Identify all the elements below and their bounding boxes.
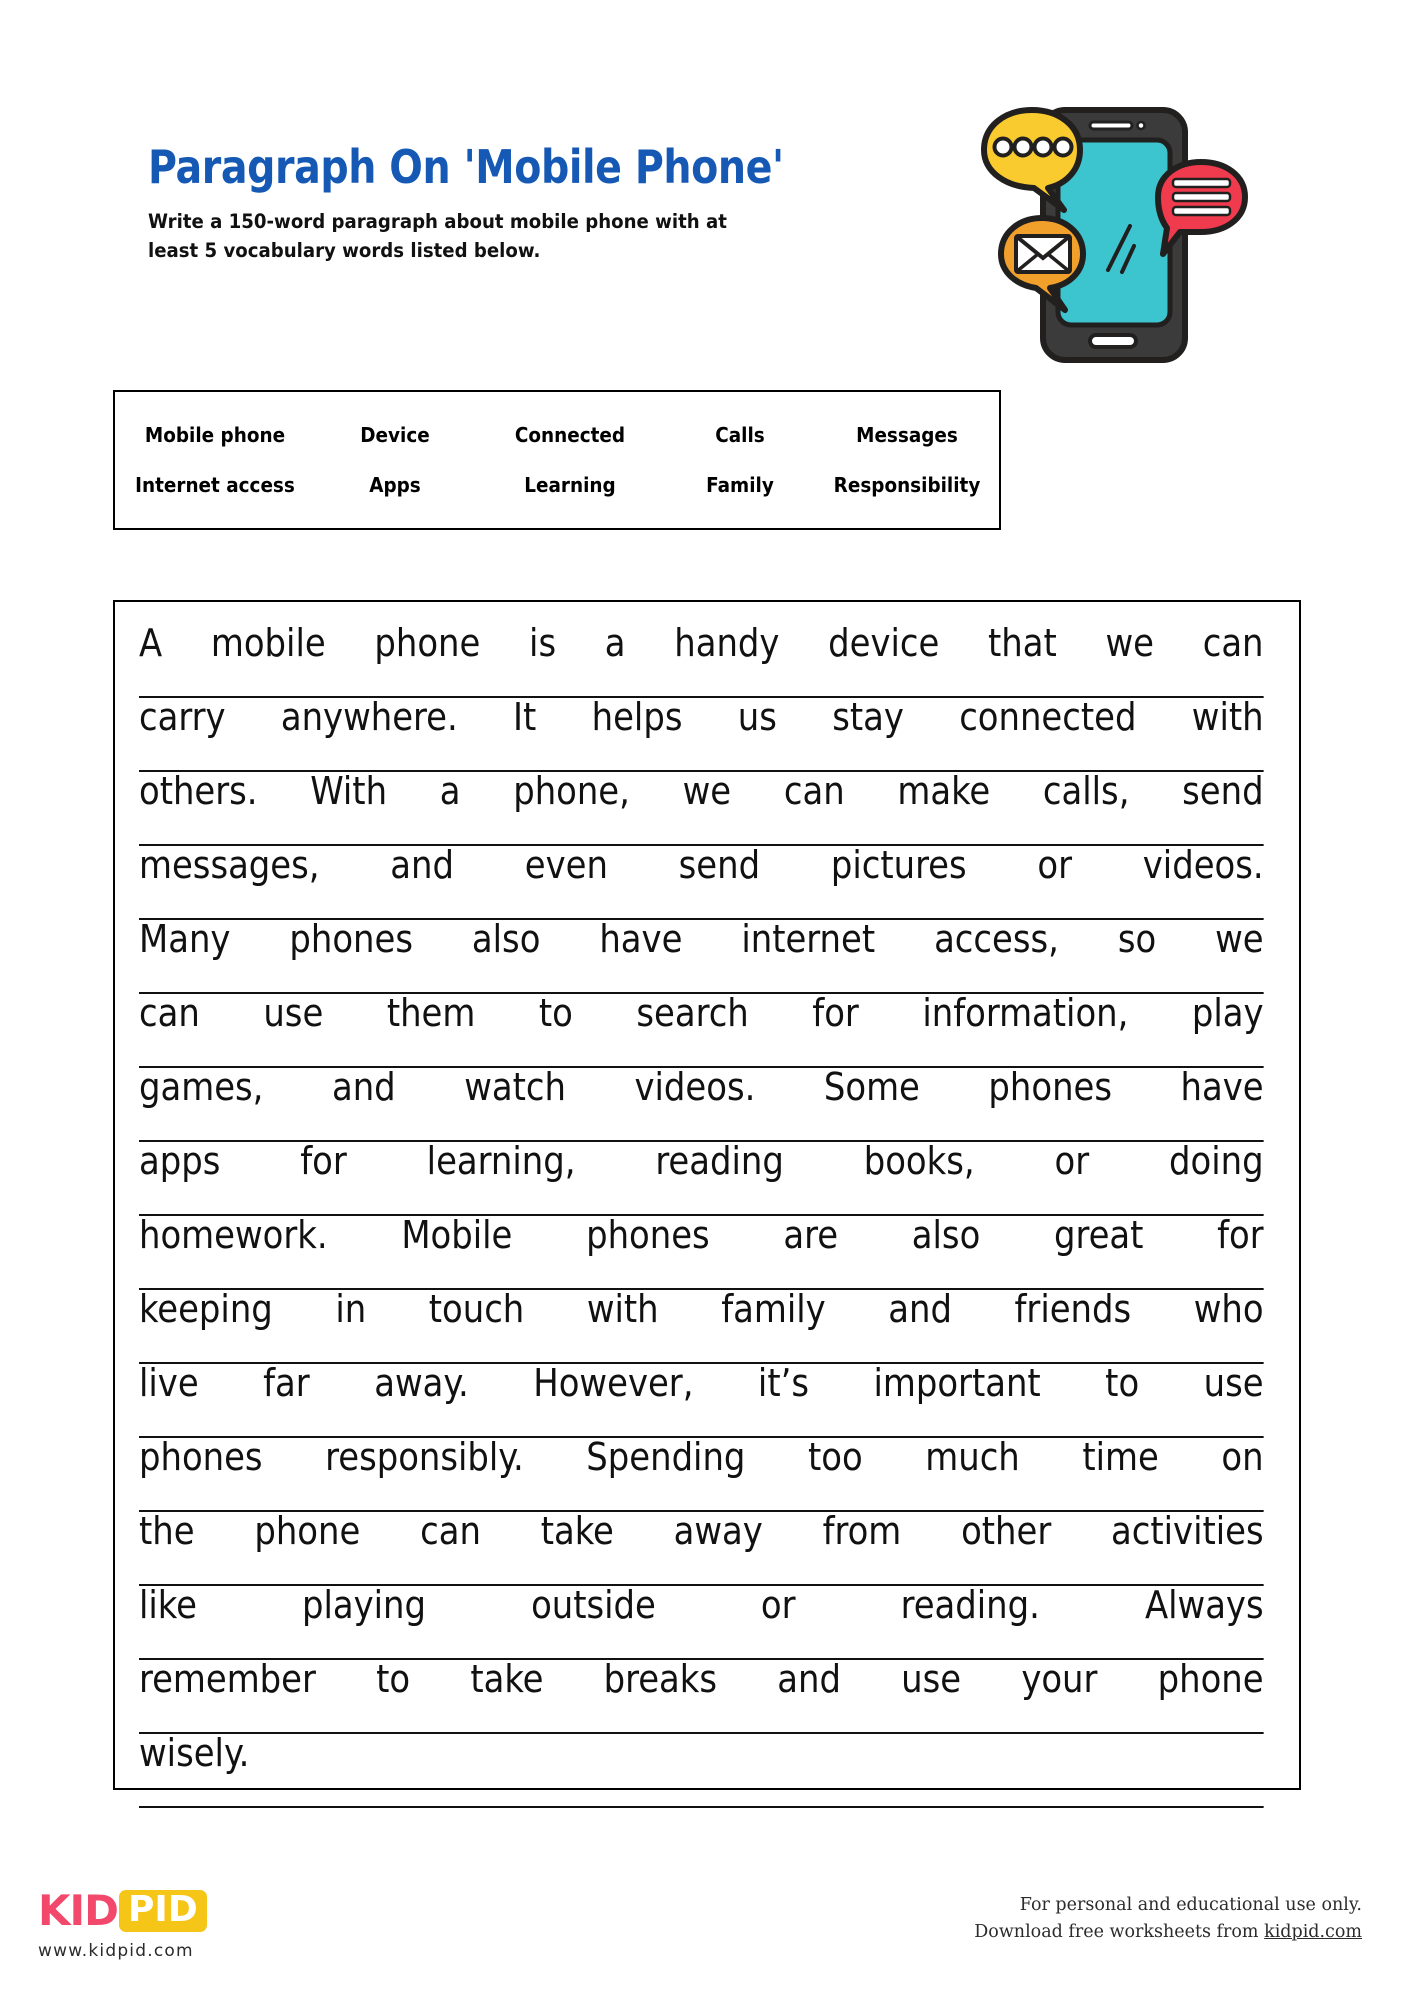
- answer-word: Some: [823, 1068, 920, 1109]
- answer-word: use: [901, 1660, 962, 1701]
- worksheet-header: [0, 0, 1414, 380]
- answer-word: reading.: [900, 1586, 1040, 1627]
- answer-word: phones: [988, 1068, 1112, 1109]
- answer-word: in: [335, 1290, 367, 1331]
- vocabulary-row: [115, 460, 999, 510]
- answer-word: information,: [922, 994, 1129, 1035]
- answer-word: take: [470, 1660, 544, 1701]
- answer-line: [139, 1142, 1264, 1216]
- logo-website-url: www.kidpid.com: [38, 1941, 194, 1961]
- answer-word: games,: [139, 1068, 264, 1109]
- answer-line: [139, 1216, 1264, 1290]
- footer-usage-note: [974, 1892, 1362, 1946]
- answer-word: play: [1191, 994, 1264, 1035]
- vocabulary-word: Learning: [524, 473, 616, 497]
- mobile-phone-illustration: [968, 82, 1268, 372]
- instruction-text: [148, 208, 780, 266]
- worksheet-footer: [0, 1870, 1414, 2000]
- answer-word: we: [682, 772, 732, 813]
- answer-word: handy: [674, 624, 780, 665]
- answer-word: doing: [1169, 1142, 1264, 1183]
- answer-line: [139, 1586, 1264, 1660]
- logo-text-pid: PID: [119, 1890, 207, 1932]
- answer-word: send: [1182, 772, 1264, 813]
- answer-word: and: [390, 846, 454, 887]
- answer-line: [139, 1438, 1264, 1512]
- answer-area[interactable]: [113, 600, 1301, 1790]
- answer-line: [139, 1068, 1264, 1142]
- answer-word: watch: [464, 1068, 566, 1109]
- answer-word: stay: [832, 698, 904, 739]
- answer-word: phone: [254, 1512, 361, 1553]
- answer-word: for: [812, 994, 859, 1035]
- answer-word: and: [331, 1068, 396, 1109]
- answer-word: calls,: [1042, 772, 1130, 813]
- answer-word: that: [988, 624, 1057, 665]
- answer-word: and: [888, 1290, 952, 1331]
- answer-word: carry: [139, 698, 226, 739]
- answer-word: internet: [741, 920, 876, 961]
- answer-word: your: [1021, 1660, 1098, 1701]
- vocabulary-word: Mobile phone: [144, 423, 286, 447]
- answer-line: [139, 624, 1264, 698]
- kidpid-link[interactable]: kidpid.com: [1264, 1922, 1362, 1943]
- answer-word: Spending: [586, 1438, 746, 1479]
- answer-word: great: [1053, 1216, 1144, 1257]
- answer-word: breaks: [603, 1660, 718, 1701]
- answer-word: from: [822, 1512, 902, 1553]
- instruction-line-2: least 5 vocabulary words listed below.: [148, 238, 541, 262]
- answer-word: books,: [863, 1142, 975, 1183]
- vocabulary-word: Family: [706, 473, 774, 497]
- answer-paragraph: [139, 624, 1275, 1808]
- answer-word: to: [538, 994, 573, 1035]
- answer-word: responsibly.: [325, 1438, 524, 1479]
- answer-word: also: [471, 920, 541, 961]
- answer-word: much: [925, 1438, 1020, 1479]
- answer-word: is: [529, 624, 557, 665]
- answer-word: the: [139, 1512, 195, 1553]
- answer-word: apps: [139, 1142, 221, 1183]
- answer-word: to: [376, 1660, 411, 1701]
- answer-word: on: [1221, 1438, 1264, 1479]
- vocabulary-word: Apps: [369, 473, 421, 497]
- answer-word: It: [513, 698, 537, 739]
- answer-line: [139, 1734, 1264, 1808]
- answer-word: pictures: [830, 846, 967, 887]
- answer-word: have: [1180, 1068, 1264, 1109]
- answer-word: phones: [289, 920, 413, 961]
- answer-line: [139, 772, 1264, 846]
- answer-word: for: [300, 1142, 347, 1183]
- answer-word: away.: [374, 1364, 469, 1405]
- answer-word: or: [1037, 846, 1073, 887]
- answer-word: or: [760, 1586, 796, 1627]
- answer-word: phone: [374, 624, 481, 665]
- answer-word: so: [1117, 920, 1157, 961]
- footer-note-line-1: For personal and educational use only.: [1019, 1895, 1362, 1915]
- answer-word: keeping: [139, 1290, 273, 1331]
- answer-word: touch: [428, 1290, 525, 1331]
- answer-word: too: [808, 1438, 863, 1479]
- vocabulary-word: Device: [360, 423, 430, 447]
- answer-word: A: [139, 624, 163, 665]
- answer-word: are: [783, 1216, 839, 1257]
- answer-word: Many: [139, 920, 231, 961]
- answer-word: send: [678, 846, 761, 887]
- vocabulary-word: Responsibility: [833, 473, 981, 497]
- answer-word: other: [961, 1512, 1052, 1553]
- answer-word: to: [1105, 1364, 1140, 1405]
- vocabulary-word: Calls: [715, 423, 765, 447]
- kidpid-logo: [38, 1888, 207, 1961]
- answer-word: Always: [1144, 1586, 1264, 1627]
- instruction-line-1: Write a 150-word paragraph about mobile phone with at: [148, 210, 727, 233]
- answer-word: can: [139, 994, 200, 1035]
- answer-word: we: [1215, 920, 1264, 961]
- answer-word: outside: [531, 1586, 656, 1627]
- answer-word: videos.: [634, 1068, 756, 1109]
- vocabulary-word: Messages: [856, 423, 958, 447]
- footer-note-line-2: [974, 1919, 1362, 1946]
- answer-word: a: [439, 772, 461, 813]
- answer-word: search: [636, 994, 749, 1035]
- answer-line: [139, 920, 1264, 994]
- answer-word: wisely.: [139, 1734, 250, 1775]
- answer-word: Mobile: [401, 1216, 513, 1257]
- answer-word: use: [1203, 1364, 1264, 1405]
- answer-word: connected: [959, 698, 1137, 739]
- answer-word: family: [721, 1290, 826, 1331]
- message-lines-bubble-icon: [1158, 162, 1245, 254]
- logo-text-kid: KID: [38, 1886, 119, 1935]
- answer-word: device: [828, 624, 940, 665]
- answer-word: us: [737, 698, 777, 739]
- answer-word: can: [1202, 624, 1264, 665]
- answer-word: who: [1193, 1290, 1264, 1331]
- answer-line: [139, 698, 1264, 772]
- answer-line: [139, 994, 1264, 1068]
- answer-word: reading: [655, 1142, 784, 1183]
- answer-word: others.: [139, 772, 258, 813]
- answer-line: [139, 1364, 1264, 1438]
- answer-word: also: [911, 1216, 981, 1257]
- answer-word: and: [777, 1660, 841, 1701]
- answer-word: homework.: [139, 1216, 328, 1257]
- answer-word: can: [420, 1512, 481, 1553]
- vocabulary-word-bank: [113, 390, 1001, 530]
- answer-line: [139, 846, 1264, 920]
- answer-word: videos.: [1142, 846, 1264, 887]
- answer-word: With: [310, 772, 388, 813]
- vocabulary-word: Connected: [514, 423, 626, 447]
- answer-word: friends: [1014, 1290, 1132, 1331]
- answer-line: [139, 1290, 1264, 1364]
- vocabulary-row: [115, 410, 999, 460]
- answer-word: phone: [1157, 1660, 1264, 1701]
- answer-word: mobile: [210, 624, 326, 665]
- answer-word: make: [897, 772, 991, 813]
- answer-word: a: [604, 624, 626, 665]
- logo-mark: [38, 1888, 207, 1934]
- answer-word: we: [1105, 624, 1154, 665]
- answer-word: use: [263, 994, 324, 1035]
- answer-word: phones: [139, 1438, 263, 1479]
- answer-line: [139, 1512, 1264, 1586]
- answer-word: playing: [301, 1586, 426, 1627]
- answer-word: learning,: [426, 1142, 576, 1183]
- answer-word: However,: [533, 1364, 694, 1405]
- vocabulary-word: Internet access: [135, 473, 295, 497]
- header-text-block: [148, 140, 938, 266]
- answer-word: phones: [586, 1216, 710, 1257]
- answer-word: with: [586, 1290, 659, 1331]
- answer-word: even: [524, 846, 608, 887]
- answer-word: live: [139, 1364, 199, 1405]
- answer-word: messages,: [139, 846, 320, 887]
- answer-word: far: [263, 1364, 310, 1405]
- page-title: Paragraph On 'Mobile Phone': [148, 140, 784, 194]
- answer-line: [139, 1660, 1264, 1734]
- answer-word: can: [783, 772, 845, 813]
- answer-word: have: [599, 920, 683, 961]
- footer-note-prefix: Download free worksheets from: [974, 1922, 1265, 1943]
- answer-word: remember: [139, 1660, 316, 1701]
- answer-word: important: [873, 1364, 1041, 1405]
- answer-word: helps: [591, 698, 683, 739]
- answer-word: anywhere.: [280, 698, 458, 739]
- answer-word: with: [1191, 698, 1264, 739]
- answer-word: them: [386, 994, 476, 1035]
- answer-word: activities: [1111, 1512, 1264, 1553]
- answer-word: or: [1054, 1142, 1090, 1183]
- answer-word: phone,: [513, 772, 630, 813]
- answer-word: it’s: [757, 1364, 809, 1405]
- answer-word: away: [673, 1512, 763, 1553]
- answer-word: for: [1217, 1216, 1264, 1257]
- answer-word: time: [1082, 1438, 1159, 1479]
- answer-word: access,: [934, 920, 1059, 961]
- answer-word: like: [139, 1586, 197, 1627]
- answer-word: take: [540, 1512, 614, 1553]
